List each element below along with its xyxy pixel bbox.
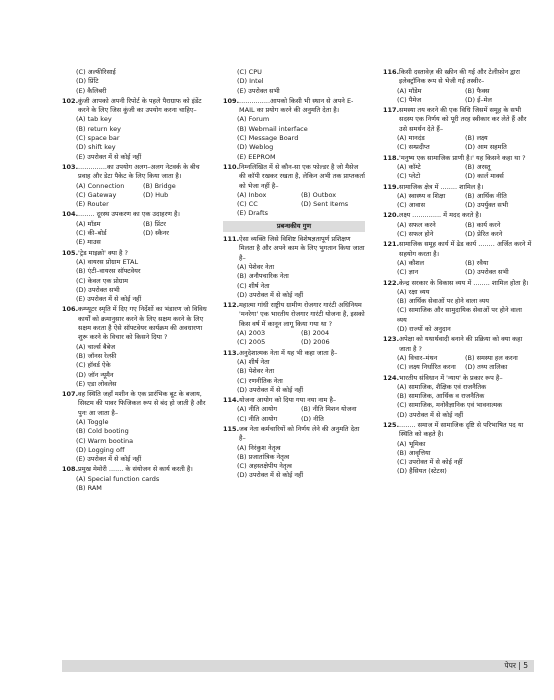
option: (D) प्रेरित करने [465,230,503,239]
option-row [62,182,210,191]
option: (E) Router [76,200,109,209]
question-block [62,465,210,493]
question-number: 115. [223,424,240,433]
option: (A) शीर्ष नेता [237,357,270,366]
option: (B) कार्य करने [465,220,501,229]
option: (D) हैसियत (स्टेटस) [397,467,447,476]
question-row [383,68,533,87]
option: (D) कार्ल मार्क्स [465,172,504,181]
option: (E) उपरोक्त में से कोई नहीं [76,455,142,464]
question-block [223,97,365,162]
question-number: 112. [223,301,240,310]
option: (D) ई–मेल [465,95,492,104]
question-row [223,235,365,263]
option: (A) चार्ल्स बैबेज [76,342,116,351]
option-row [383,230,533,239]
question-row [223,396,365,405]
question-text: अनुदेशात्मक नेता में यह भी कहा जाता है– [239,348,338,357]
option: (A) Inbox [237,190,267,199]
option: (A) मॉडम [76,219,101,228]
question-text: वह स्थिति जहाँ मशीन के एक प्रारंभिक बूट के बजाय, सिस्टम की पावर फिजिकल रूप से बंद हो जाती है और पुनः आ जाता है– [78,390,206,417]
option-row [383,268,533,277]
option: (B) return key [76,124,121,133]
option-row [383,192,533,201]
question-block [383,421,533,477]
option: (C) Message Board [237,134,299,143]
question-row [62,390,210,418]
question-number: 117. [383,106,400,115]
question-row [62,163,210,182]
option: (C) उपरोक्त में से कोई नहीं [397,458,463,467]
option: (A) सफल करने [397,220,436,229]
question-row [62,465,210,474]
option-row [223,329,365,338]
option: (D) प्रिंटि [76,77,99,86]
option: (A) वायरस प्रोग्राम ETAL [76,257,139,266]
option: (E) उपरोक्त में से कोई नहीं [76,295,142,304]
option: (E) Drafts [237,209,269,218]
option: (B) अरस्तू [465,162,491,171]
option-row [223,338,365,347]
option-row [62,229,210,238]
question-text: ..............का उपयोग अलग–अलग नेटवर्क के बीच प्रवाह और डेटा पैकेट के लिए किया जाता है। [78,162,200,181]
option: (D) तथ्य तालिका [465,363,508,372]
option: (C) नीति आयोग [237,414,278,423]
option: (B) नीति मिशन योजना [301,405,357,414]
option: (D) उपर्युक्त सभी [465,201,509,210]
option: (C) सामाजिक और सामुदायिक सेवाओं पर होने वाला व्यय [397,306,522,324]
option: (D) 2006 [301,338,330,347]
option: (C) 2005 [237,338,266,347]
option: (D) नीति [301,414,324,423]
question-block [62,68,210,96]
question-number: 123. [383,335,400,344]
question-text: सामाजिक क्षेत्र में ........ शामिल है। [399,182,484,191]
question-block [383,106,533,152]
question-block [62,97,210,162]
question-row [223,97,365,116]
option: (C) CC [237,200,258,209]
option: (D) राज्यों को अनुदान [397,325,451,334]
question-text: महात्मा गांधी राष्ट्रीय ग्रामीण रोजगार गारंटी अधिनियम 'मनरेगा' एक भारतीय रोजगार गारंटी योजना है, इसको किस वर्ष में कानून लागू किया गया था ? [239,301,365,328]
question-block [383,154,533,182]
option: (A) 2003 [237,329,266,338]
option-row [383,363,533,372]
option: (B) Cold booting [76,427,129,436]
question-text: समस्या तय करने की एक विधि जिसमें समूह के सभी सदस्य एक निर्णय को पूरी तरह स्वीकार कर लेते हैं और उसे समर्थन देते हैं– [399,106,527,133]
option: (B) Webmail interface [237,124,308,133]
option: (B) आवृत्तिया [397,448,431,457]
option: (D) Logging off [76,445,125,454]
question-row [383,211,533,220]
option: (E) उपरोक्त में से कोई नहीं [76,152,142,161]
option: (C) शीर्ष नेता [237,281,270,290]
question-text: कम्प्यूटर स्मृति में दिए गए निर्देशों का भंडारण जो विविध कार्यों को क्रमानुसार करने के लिए सक्षम करने के लिए सक्षम करता है ऐसे सॉफ्टवेयर कार्यक्रम की अवधारणा शुरू करने के विचार को किसने दिया ? [78,305,207,342]
question-number: 111. [223,235,240,244]
question-text: लक्ष्य .............. में मदद करते है। [399,211,482,220]
option: (B) Bridge [143,181,176,190]
option: (A) Forum [237,115,270,124]
option-row [62,220,210,229]
question-row [223,163,365,191]
option: (C) आवास [397,201,426,210]
option: (A) Special function cards [76,474,160,483]
option: (C) अहस्तक्षेपीय नेतृत्व [237,462,292,471]
question-block [383,374,533,420]
column-right [383,68,533,478]
option: (C) सामाजिक, मनोवैज्ञानिक एवं भावनात्मक [397,401,503,410]
option: (B) रवैया [465,258,489,267]
question-number: 108. [62,465,79,474]
option: (A) सामाजिक, शैक्षिक एवं राजनैतिक [397,382,487,391]
option-row [223,191,365,200]
option: (C) सफल होने [397,230,434,239]
question-number: 109. [223,96,240,105]
option: (A) स्वास्थ्य व शिक्षा [397,191,446,200]
question-number: 104. [62,210,79,219]
option-row [223,405,365,414]
option: (C) अल्फीरिसाई [76,68,116,76]
question-text: अपेक्षा को यथार्थवादी बनाने की प्रक्रिया को क्या कहा जाता है ? [399,335,523,353]
option: (D) उपरोक्त में से कोई नहीं [397,410,464,419]
option: (A) Toggle [76,417,109,426]
question-number: 107. [62,390,79,399]
question-number: 113. [223,348,240,357]
question-text: कुंजी आपको अपनी रिपोर्ट के पहले पैराग्राफ को इंडेंट करने के लिए जिस कुंजी का उपयोग करना चाहिए– [78,96,202,115]
question-row [383,374,533,383]
question-text: प्रमुख मेमोरी ....... के संयोजन से कार्य करती है। [78,465,193,474]
option: (C) प्लेटो [397,172,421,181]
option: (A) कॉम्टे [397,162,421,171]
question-row [383,154,533,163]
option: (A) कौशल [397,258,425,267]
option-row [383,87,533,96]
question-number: 110. [223,162,240,171]
option: (D) Hub [143,190,169,199]
option: (A) मानदंड [397,134,425,143]
question-text: ऐसा व्यक्ति जिसे विशिष्ट विशेषज्ञतापूर्ण प्रशिक्षण मिलता है और अपने काम के लिए भुगतान किया जाता है– [239,235,365,262]
option: (D) shift key [76,143,116,152]
option: (B) आर्थिक नीति [465,191,507,200]
option-row [383,96,533,105]
option: (D) उपरोक्त सभी [76,285,120,294]
question-block [223,163,365,219]
option: (B) प्रिंटर [143,219,166,228]
option: (C) हॉवर्ड ऐके [76,361,111,370]
question-text: ........ समाज में सामाजिक दृष्टि से परिभाषित पद या स्थिति को कहते है। [399,420,524,439]
option: (C) लक्ष्य निर्धारित करना [397,363,456,372]
option: (E) EEPROM [237,152,276,161]
option: (C) Warm bootina [76,436,134,445]
option: (A) निरंकुश नेतृत्व [237,443,281,452]
question-row [383,240,533,259]
option: (A) पेशेवर नेता [237,262,275,271]
option: (A) नीति आयोग [237,405,278,414]
column-left [62,68,210,494]
question-text: सामाजिक समूह कार्य में ढेड कार्य ........ अर्जित करने में सहयोग करता है। [399,240,532,258]
question-number: 122. [383,278,400,287]
question-row [383,279,533,288]
option: (A) विचार–मंथन [397,353,438,362]
question-block [383,68,533,105]
option: (D) जॉन न्यूमैन [76,370,114,379]
option: (D) Intel [237,77,264,86]
question-number: 114. [223,396,240,405]
option: (E) एडा लोवलेस [76,379,117,388]
question-block [62,163,210,209]
option: (B) सामाजिक, आर्थिक व राजनैतिक [397,392,485,401]
option: (E) माउस [76,238,101,247]
question-text: 'मनुष्य एक सामाजिक प्राणी है।' यह किसने कहा था ? [399,153,526,162]
option-row [383,134,533,143]
option: (B) जॉनस रेल्फ़ी [76,351,117,360]
question-number: 118. [383,153,400,162]
option-row [62,191,210,200]
option: (C) Gateway [76,190,117,199]
option-row [383,354,533,363]
question-text: योजना आयोग को दिया गया नया नाम है– [239,396,337,405]
option: (B) एंटी–वायरस सॉफ्टवेयर [76,267,141,276]
option: (B) समस्या हल करना [465,353,518,362]
option: (B) फैक्स [465,86,490,95]
question-number: 125. [383,420,400,429]
option: (A) tab key [76,115,112,124]
option: (B) पेशेवर नेता [237,367,275,376]
question-text: ........ दूरस्थ उपकरण का एक उदाहरण है। [78,210,180,219]
option: (A) भूमिका [397,439,426,448]
option: (D) उपरोक्त सभी [465,268,509,277]
question-text: केन्द्र सरकार के विकास व्यय में ........ शामिल होता है। [399,278,529,287]
option-row [223,415,365,424]
option: (B) RAM [76,484,102,493]
question-row [223,301,365,329]
option: (C) केवल एक प्रोग्राम [76,276,129,285]
question-row [62,97,210,116]
option: (D) Sent Items [301,200,349,209]
question-block [223,301,365,347]
question-block [383,279,533,335]
question-number: 105. [62,248,79,257]
option: (D) Weblog [237,143,274,152]
question-block [383,240,533,277]
option-row [383,221,533,230]
option: (A) रक्षा व्यय [397,287,430,296]
option: (D) उपरोक्त में से कोई नहीं [237,290,304,299]
question-row [383,106,533,134]
question-row [223,425,365,444]
question-block [62,305,210,389]
option: (B) 2004 [301,329,330,338]
option: (C) सम्प्रदीप्त [397,143,430,152]
column-middle [223,68,365,482]
question-number: 120. [383,211,400,220]
question-row [383,335,533,354]
option: (C) रणनीतिक नेता [237,376,283,385]
question-number: 106. [62,305,79,314]
question-row [62,210,210,219]
option: (D) स्कैनर [143,229,169,238]
question-text: 'ट्रेड माइक्रो' क्या है ? [78,248,128,257]
question-number: 116. [383,68,400,76]
option: (B) अनौपचारिक नेता [237,272,289,281]
option: (C) CPU [237,68,262,76]
option: (E) उपरोक्त सभी [237,86,280,95]
question-row [383,421,533,440]
question-row [383,183,533,192]
question-block [383,183,533,211]
option: (D) उपरोक्त में से कोई नहीं [237,471,304,480]
question-block [62,210,210,247]
option: (C) space bar [76,134,120,143]
question-block [223,235,365,300]
question-text: किसी दस्तावेज़ की स्क्रीन की गई और टेलीफ़ोन द्वारा इलेक्ट्रॉनिक रूप से भेजी गई तस्वीर– [399,68,520,86]
option: (B) प्रजातांत्रिक नेतृत्व [237,452,290,461]
option: (A) Connection [76,181,125,190]
option-row [223,200,365,209]
question-text: निम्नलिखित में से कौन-सा एक फोल्डर है जो मैसेज की कॉपी रखकर रखता है, लेकिन अभी तक प्राप्तकर्ता को भेजा नहीं है– [239,162,365,190]
question-number: 103. [62,162,79,171]
question-number: 119. [383,182,400,191]
question-block [223,349,365,395]
question-block [223,396,365,424]
question-block [62,249,210,305]
question-block [223,425,365,481]
option-row [383,172,533,181]
question-number: 121. [383,240,400,249]
question-block [62,390,210,464]
option: (D) उपरोक्त में से कोई नहीं [237,385,304,394]
page-footer [62,660,534,672]
question-row [223,349,365,358]
question-block [223,68,365,96]
option: (B) Outbox [301,190,337,199]
question-text: भारतीय संविधान में 'न्याय' के प्रकार रूप है– [399,373,503,382]
question-row [62,305,210,342]
section-heading: प्रबन्धकीय गुण [223,221,365,232]
question-number: 124. [383,373,400,382]
question-number: 102. [62,96,79,105]
option: (C) ज्ञान [397,268,419,277]
option: (C) की–बोर्ड [76,229,107,238]
question-text: जब नेता कर्मचारियों को निर्णय लेने की अनुमति देता है– [239,424,360,443]
question-block [383,335,533,372]
option-row [383,143,533,152]
option-row [383,259,533,268]
option: (B) लक्ष्य [465,134,488,143]
question-block [383,211,533,239]
option: (C) पैमेज [397,95,422,104]
question-text: ...............आपको किसी भी स्थान से अपने E-MAIL का प्रयोग करने की अनुमति देता है। [239,96,354,115]
option: (A) मॉडेम [397,86,422,95]
option-row [383,163,533,172]
option: (E) कैलिबरी [76,86,107,95]
option: (B) आर्थिक सेवाओं पर होने वाला व्यय [397,297,489,306]
option: (D) आम सहमति [465,143,507,152]
page-number: पेपर | 5 [504,661,528,670]
question-row [62,249,210,258]
option-row [383,201,533,210]
